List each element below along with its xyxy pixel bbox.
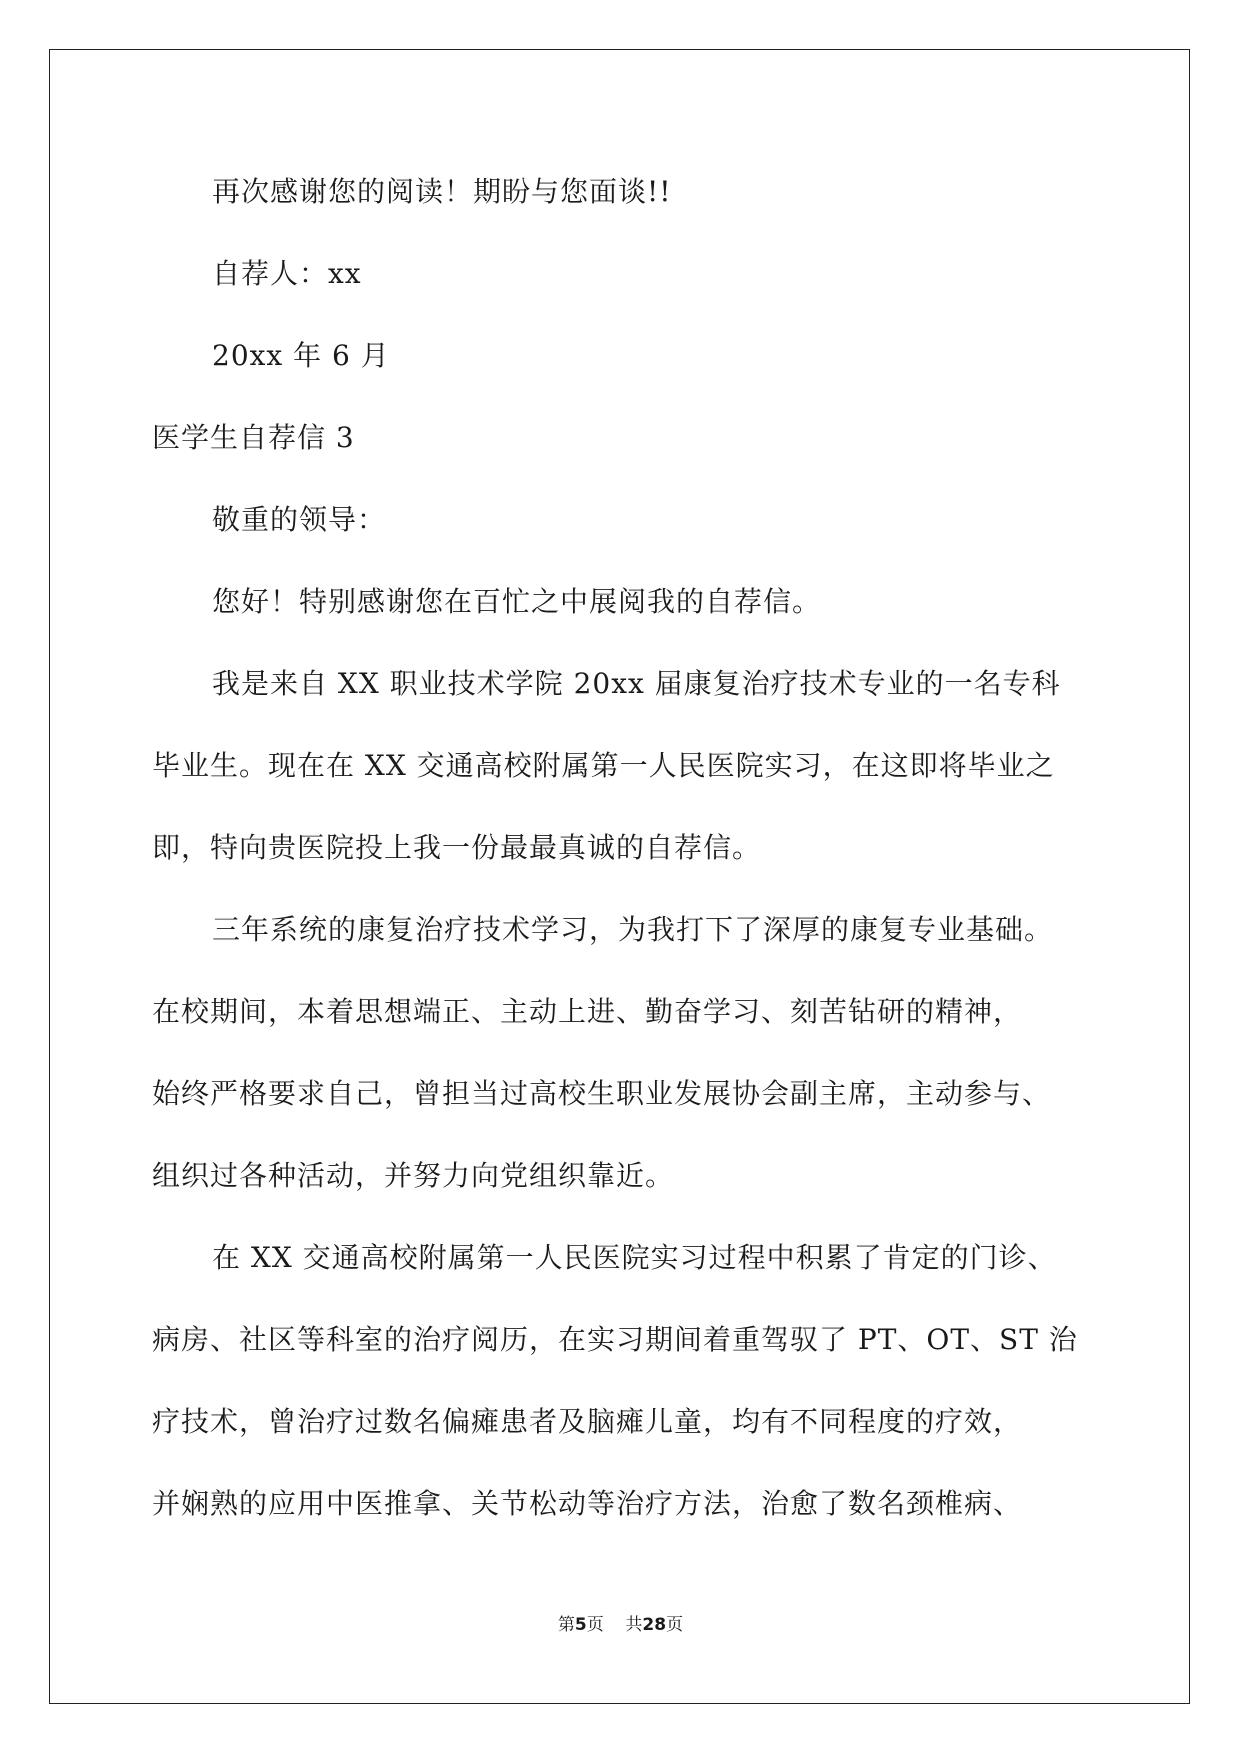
- paragraph-line: 即，特向贵医院投上我一份最最真诚的自荐信。: [152, 831, 762, 864]
- paragraph-line: 疗技术，曾治疗过数名偏瘫患者及脑瘫儿童，均有不同程度的疗效，: [152, 1405, 1023, 1438]
- signature-date: 20xx 年 6 月: [212, 339, 390, 372]
- footer-page-suffix: 页: [586, 1615, 604, 1635]
- footer-total-prefix: 共: [625, 1615, 643, 1635]
- salutation: 敬重的领导：: [212, 503, 387, 536]
- footer-prefix: 第: [557, 1615, 575, 1635]
- paragraph-line: 组织过各种活动，并努力向党组织靠近。: [152, 1159, 675, 1192]
- paragraph-line: 并娴熟的应用中医推拿、关节松动等治疗方法，治愈了数名颈椎病、: [152, 1487, 1023, 1520]
- footer-total-suffix: 页: [666, 1615, 684, 1635]
- paragraph-line: 我是来自 XX 职业技术学院 20xx 届康复治疗技术专业的一名专科: [212, 667, 1061, 700]
- section-heading: 医学生自荐信 3: [152, 421, 355, 454]
- paragraph-line: 始终严格要求自己，曾担当过高校生职业发展协会副主席，主动参与、: [152, 1077, 1052, 1110]
- current-page-number: 5: [574, 1615, 587, 1635]
- paragraph-line: 在校期间，本着思想端正、主动上进、勤奋学习、刻苦钻研的精神，: [152, 995, 1023, 1028]
- greeting-line: 您好！特别感谢您在百忙之中展阅我的自荐信。: [212, 585, 822, 618]
- total-page-count: 28: [642, 1615, 667, 1635]
- paragraph-line: 在 XX 交通高校附属第一人民医院实习过程中积累了肯定的门诊、: [212, 1241, 1057, 1274]
- signature-name: 自荐人：xx: [212, 257, 362, 290]
- closing-thanks: 再次感谢您的阅读！期盼与您面谈!!: [212, 175, 672, 208]
- page-footer: [0, 1613, 1241, 1637]
- paragraph-line: 三年系统的康复治疗技术学习，为我打下了深厚的康复专业基础。: [212, 913, 1054, 946]
- paragraph-line: 病房、社区等科室的治疗阅历，在实习期间着重驾驭了 PT、OT、ST 治: [152, 1323, 1078, 1356]
- page-border: [49, 49, 1190, 1704]
- paragraph-line: 毕业生。现在在 XX 交通高校附属第一人民医院实习，在这即将毕业之: [152, 749, 1055, 782]
